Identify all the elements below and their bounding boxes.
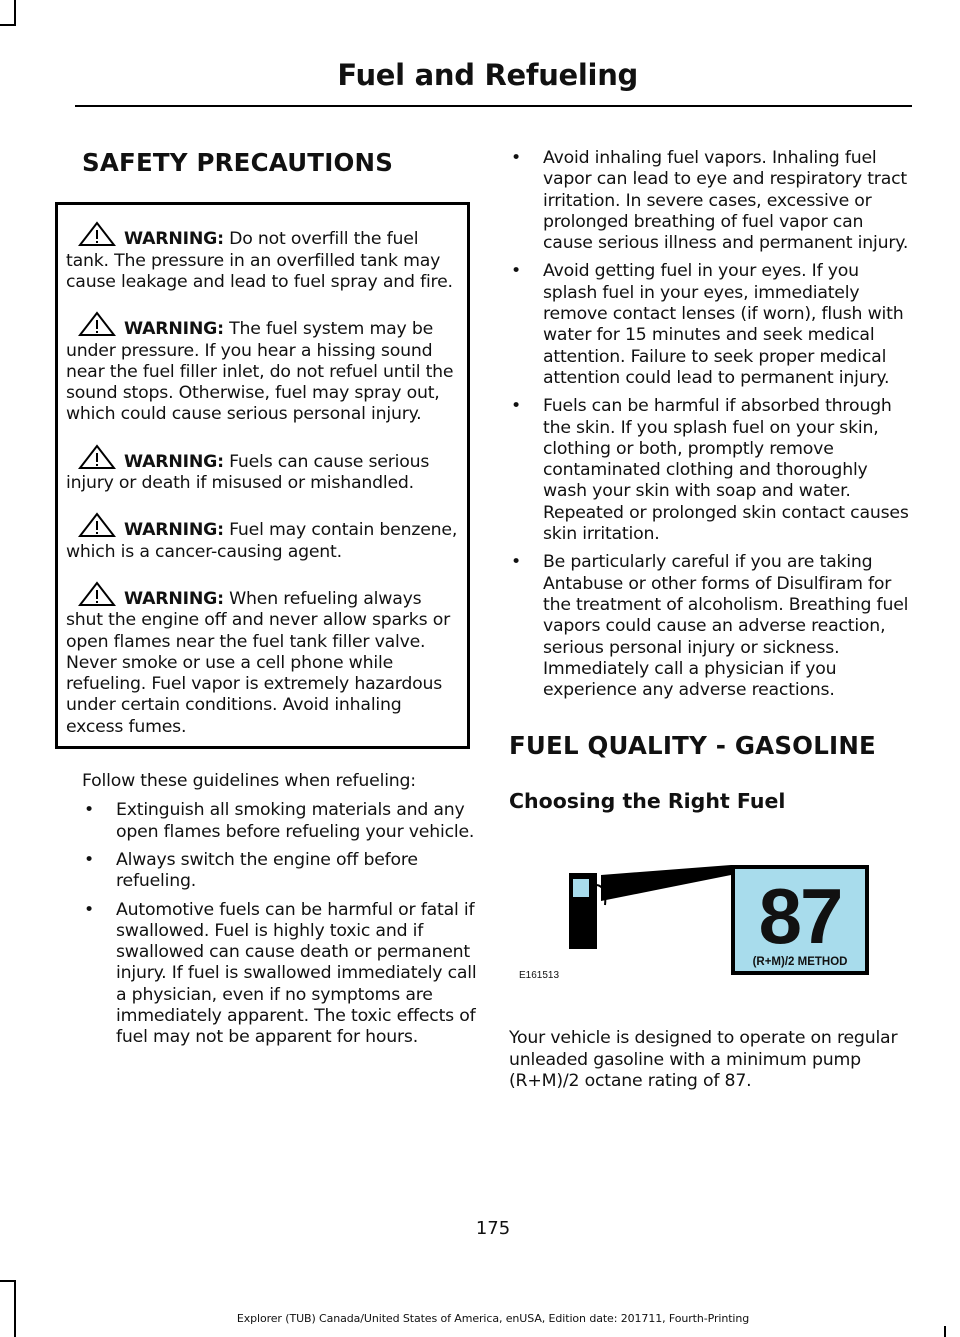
list-item: • Extinguish all smoking materials and any open flames before refueling your vehicle. [82, 800, 482, 843]
crop-mark [944, 1326, 946, 1337]
page-number: 175 [475, 1218, 511, 1239]
octane-method-text: (R+M)/2 METHOD [752, 956, 848, 969]
list-item: • Always switch the engine off before refueling. [82, 850, 482, 893]
warning-text: Fuel may contain benzene, which is a cancer-causing agent. [66, 520, 458, 562]
octane-rating-text: 87 [758, 872, 842, 961]
warning-triangle-icon [78, 512, 116, 538]
warning-triangle-icon [78, 581, 116, 607]
warning-text: Fuels can cause serious injury or death if misused or mishandled. [66, 451, 430, 494]
warning-item [66, 221, 461, 293]
crop-mark [0, 1280, 16, 1282]
warning-label: WARNING: [124, 229, 224, 250]
warning-label: WARNING: [124, 520, 224, 541]
warning-triangle-icon [78, 311, 116, 337]
crop-mark [14, 0, 16, 26]
section-heading-fuel-quality: FUEL QUALITY - GASOLINE [509, 731, 876, 761]
crop-mark [14, 1280, 16, 1337]
guidelines-intro: Follow these guidelines when refueling: [82, 771, 416, 792]
section-heading-safety: SAFETY PRECAUTIONS [82, 148, 394, 177]
page-footer: Explorer (TUB) Canada/United States of America, enUSA, Edition date: 201711, Fourth-Printing [236, 1312, 750, 1325]
warning-label: WARNING: [124, 451, 224, 472]
warning-triangle-icon [78, 221, 116, 247]
list-item: • Be particularly careful if you are taking Antabuse or other forms of Disulfiram for the treatment of alcoholism. Breathing fuel vapors could cause an adverse reaction, serious personal injury or sickness. Immediately call a physician if you experience any adverse reactions. [509, 552, 909, 701]
warning-text: Do not overfill the fuel tank. The pressure in an overfilled tank may cause leakage and lead to fuel spray and fire. [66, 229, 453, 292]
warning-label: WARNING: [124, 588, 224, 609]
list-item: • Avoid getting fuel in your eyes. If you splash fuel in your eyes, immediately remove contact lenses (if worn), flush with water for 15 minutes and seek medical attention. Failure to seek proper medical attention could lead to permanent injury. [509, 261, 909, 389]
crop-mark [0, 24, 16, 26]
warning-item [66, 444, 461, 495]
warning-item [66, 512, 461, 563]
warning-text: When refueling always shut the engine off and never allow sparks or open flames near the fuel tank filler valve. Never smoke or use a cell phone while refueling. Fuel vapor is extremely hazardous under certain conditions. Avoid inhaling excess fumes. [66, 588, 450, 737]
right-column [509, 140, 909, 1092]
list-item: • Fuels can be harmful if absorbed through the skin. If you splash fuel on your skin, clothing or both, promptly remove contaminated clothing and thoroughly wash your skin with soap and water. Repeated or prolonged skin contact causes skin irritation. [509, 396, 909, 545]
subheading-choosing-fuel: Choosing the Right Fuel [509, 788, 786, 813]
guidelines-list-left [82, 800, 482, 1048]
header-rule [75, 105, 912, 107]
left-column [66, 140, 482, 1056]
page-header-title: Fuel and Refueling [337, 58, 638, 92]
guidelines-list-right [509, 148, 909, 701]
fuel-quality-body: Your vehicle is designed to operate on regular unleaded gasoline with a minimum pump (R+M)/2 octane rating of 87. [509, 1028, 898, 1091]
list-item: • Automotive fuels can be harmful or fatal if swallowed. Fuel is highly toxic and if swallowed can cause death or permanent injury. If fuel is swallowed immediately call a physician, even if no symptoms are immediately apparent. The toxic effects of fuel may not be apparent for hours. [82, 900, 482, 1049]
list-item: • Avoid inhaling fuel vapors. Inhaling fuel vapor can lead to eye and respiratory tract irritation. In severe cases, excessive or prolonged breathing of fuel vapor can cause serious illness and permanent injury. [509, 148, 909, 254]
warning-box [55, 202, 470, 749]
figure-caption: E161513 [519, 970, 560, 982]
warning-triangle-icon [78, 444, 116, 470]
warning-item [66, 311, 461, 425]
octane-label-figure [509, 865, 909, 995]
warning-text: The fuel system may be under pressure. If you hear a hissing sound near the fuel filler inlet, do not refuel until the sound stops. Otherwise, fuel may spray out, which could cause serious personal injury. [66, 319, 454, 425]
pump-beam-shape [601, 865, 731, 901]
warning-item [66, 581, 461, 738]
pump-display [573, 879, 589, 897]
warning-label: WARNING: [124, 319, 224, 340]
